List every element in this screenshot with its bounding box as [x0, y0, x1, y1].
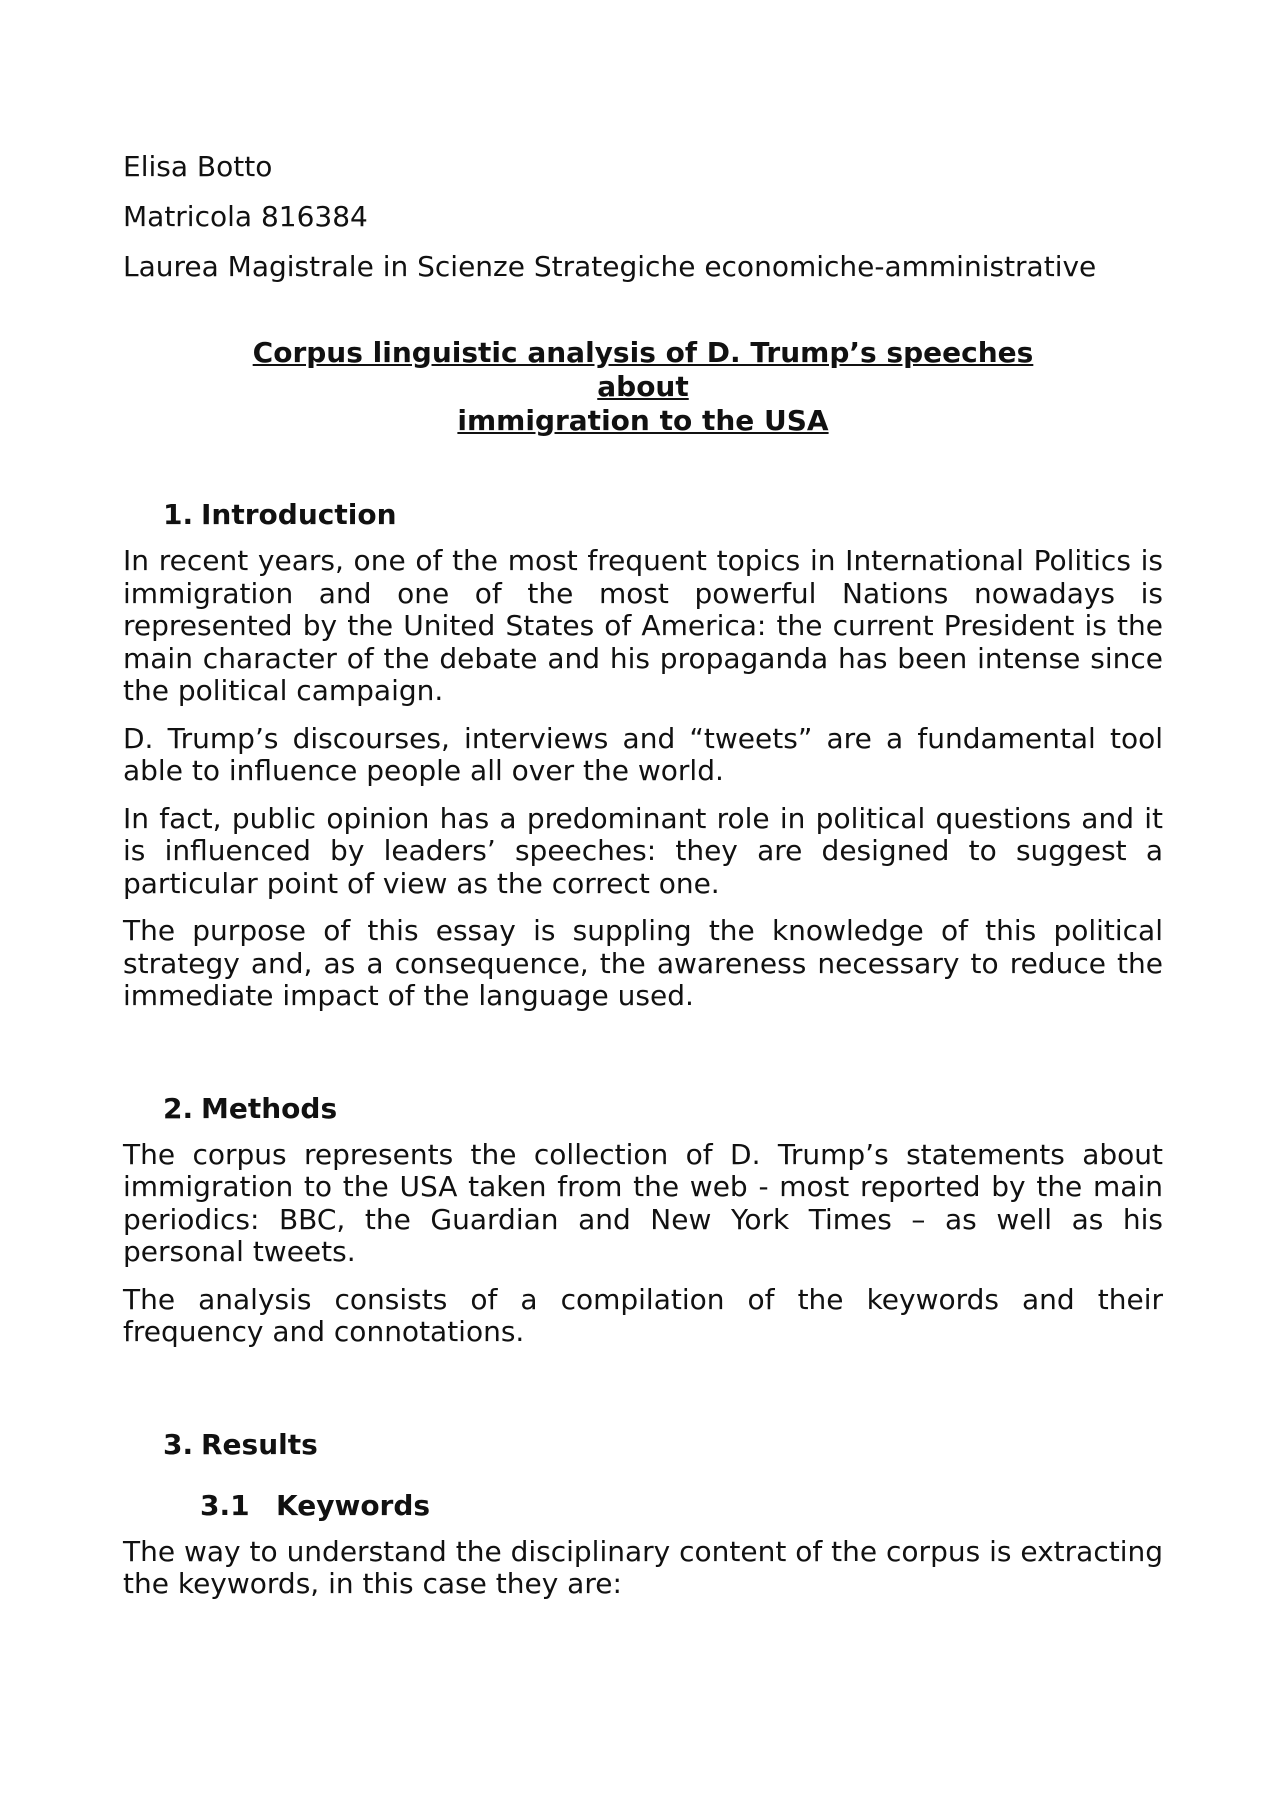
- heading-methods: [123, 1092, 1163, 1126]
- intro-paragraph-1: In recent years, one of the most frequent topics in International Politics is immigration and one of the most powerful Nations nowadays is represented by the United States of America: the current President is the main character of the debate and his propaganda has been intense since the political campaign.: [123, 544, 1163, 707]
- heading-number: 1.: [163, 498, 194, 531]
- document-body: [123, 150, 1163, 1601]
- subheading-number: 3.1: [200, 1488, 250, 1522]
- heading-label: Introduction: [201, 498, 397, 531]
- subheading-label: Keywords: [276, 1488, 431, 1522]
- heading-results: [123, 1428, 1163, 1462]
- heading-label: Methods: [201, 1091, 338, 1125]
- title-line-2: immigration to the USA: [457, 404, 829, 437]
- methods-paragraph-2: The analysis consists of a compilation of the keywords and their frequency and connotations.: [123, 1282, 1163, 1348]
- heading-number: 2.: [163, 1091, 194, 1125]
- document-title: [123, 336, 1163, 438]
- title-line-1: Corpus linguistic analysis of D. Trump’s speeches about: [252, 336, 1034, 403]
- heading-label: Results: [201, 1427, 318, 1461]
- intro-paragraph-2: D. Trump’s discourses, interviews and “tweets” are a fundamental tool able to influence people all over the world.: [123, 721, 1163, 787]
- heading-introduction: [123, 498, 1163, 532]
- intro-paragraph-3: In fact, public opinion has a predominant role in political questions and it is influenced by leaders’ speeches: they are designed to suggest a particular point of view as the correct one.: [123, 801, 1163, 900]
- heading-number: 3.: [163, 1427, 194, 1461]
- methods-paragraph-1: The corpus represents the collection of D. Trump’s statements about immigration to the USA taken from the web - most reported by the main periodics: BBC, the Guardian and New York Times – as well as his personal tweets.: [123, 1137, 1163, 1268]
- author-degree: Laurea Magistrale in Scienze Strategiche economiche-amministrative: [123, 250, 1097, 283]
- author-name: Elisa Botto: [123, 150, 273, 183]
- heading-keywords: [123, 1489, 1163, 1523]
- author-matricola: Matricola 816384: [123, 200, 368, 233]
- intro-paragraph-4: The purpose of this essay is suppling the knowledge of this political strategy and, as a consequence, the awareness necessary to reduce the immediate impact of the language used.: [123, 914, 1163, 1012]
- keywords-paragraph-1: The way to understand the disciplinary content of the corpus is extracting the keywords, in this case they are:: [123, 1534, 1163, 1600]
